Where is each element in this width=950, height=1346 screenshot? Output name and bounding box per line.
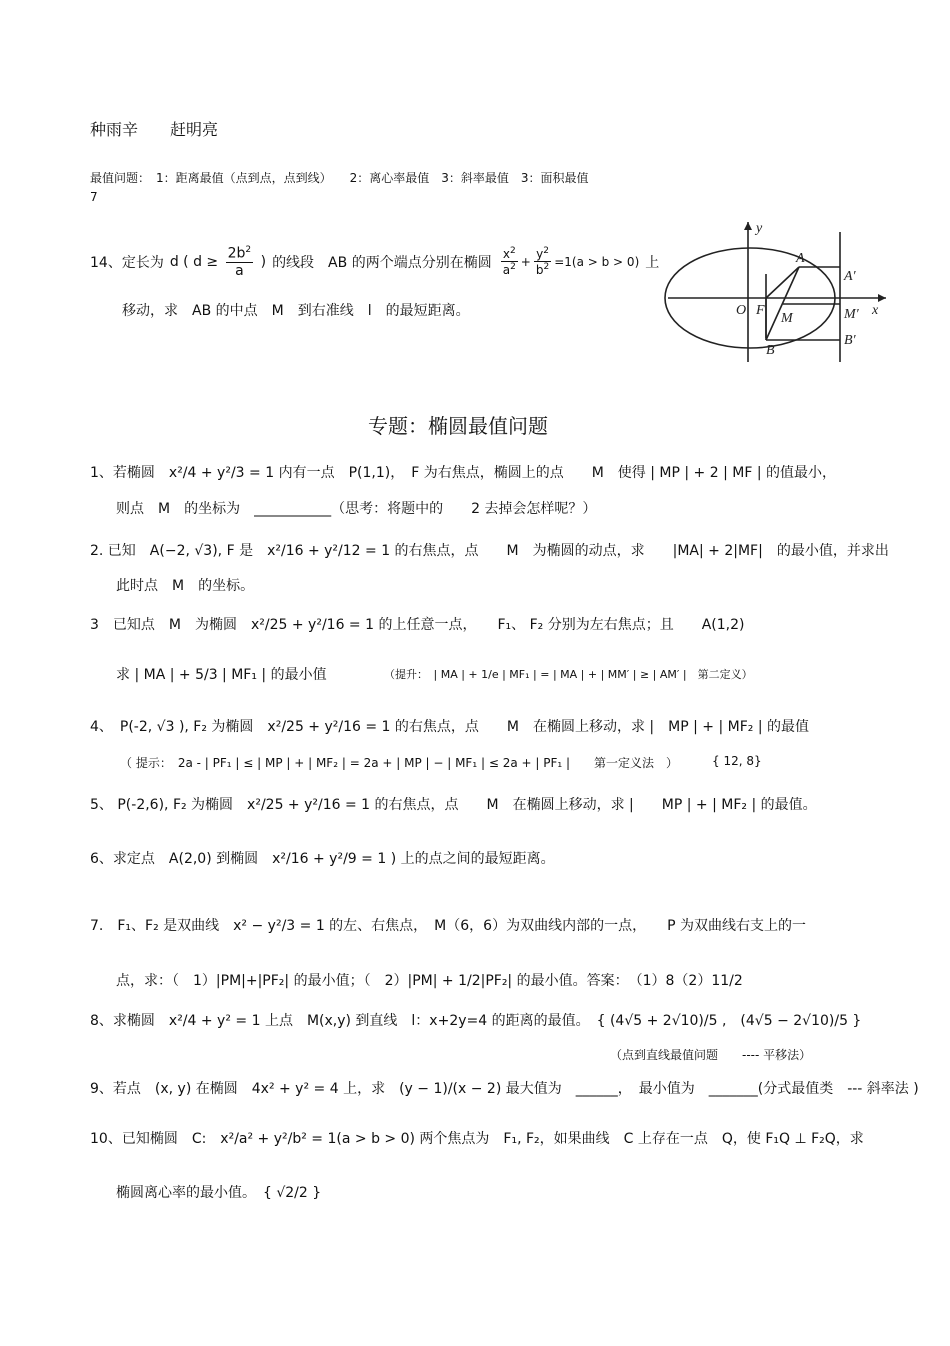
problem-8-line1: 8、求椭圆 x²/4 + y² = 1 上点 M(x,y) 到直线 l：x+2y=4 的距离的最值。 { (4√5 + 2√10)/5 , (4√5 − 2√10)/5 } bbox=[90, 1013, 862, 1029]
intro-problem-line2: 移动，求 AB 的中点 M 到右准线 l 的最短距离。 bbox=[122, 303, 470, 319]
problem-2-line2: 此时点 M 的坐标。 bbox=[116, 578, 255, 594]
figure-label-x: x bbox=[872, 303, 879, 318]
figure-label-a: A bbox=[796, 251, 805, 266]
intro-line1-pre: 14、定长为 bbox=[90, 254, 164, 271]
figure-label-m: M bbox=[781, 311, 793, 326]
problem-3-line2: 求 | MA | + 5/3 | MF₁ | 的最小值 bbox=[116, 667, 327, 683]
authors: 种雨辛 赶明亮 bbox=[90, 120, 219, 139]
topics-line: 最值问题： 1：距离最值（点到点，点到线） 2：离心率最值 3：斜率最值 3：面积最值 bbox=[90, 171, 589, 185]
problem-9: 9、若点 (x, y) 在椭圆 4x² + y² = 4 上，求 (y − 1)/(x − 2) 最大值为 ______， 最小值为 _______(分式最值类 --- 斜率法 ) bbox=[90, 1081, 919, 1097]
figure-label-f: F bbox=[756, 303, 765, 318]
problem-3-line1: 3 已知点 M 为椭圆 x²/25 + y²/16 = 1 的上任意一点， F₁、 F₂ 分别为左右焦点；且 A(1,2) bbox=[90, 617, 745, 633]
figure-label-b-prime: B′ bbox=[844, 333, 856, 348]
problem-1-line2: 则点 M 的坐标为 ___________（思考：将题中的 2 去掉会怎样呢？） bbox=[116, 501, 597, 517]
ellipse-figure bbox=[664, 212, 896, 370]
figure-label-a-prime: A′ bbox=[844, 269, 856, 284]
figure-label-o: O bbox=[736, 303, 747, 318]
intro-problem-line1 bbox=[90, 245, 659, 279]
line-fa bbox=[766, 267, 799, 298]
problem-10-line1: 10、已知椭圆 C: x²/a² + y²/b² = 1(a > b > 0) 两个焦点为 F₁, F₂，如果曲线 C 上存在一点 Q，使 F₁Q ⊥ F₂Q，求 bbox=[90, 1131, 864, 1147]
problem-2-line1: 2. 已知 A(−2, √3), F 是 x²/16 + y²/12 = 1 的右焦点，点 M 为椭圆的动点，求 |MA| + 2|MF| 的最小值，并求出 bbox=[90, 543, 889, 559]
figure-label-b: B bbox=[766, 343, 775, 358]
y-arrow-icon bbox=[744, 222, 752, 230]
problem-4-hint: （ 提示： 2a - | PF₁ | ≤ | MP | + | MF₂ | = 2a + | MP | − | MF₁ | ≤ 2a + | PF₁ | 第一定义法 ） bbox=[120, 756, 679, 770]
figure-label-m-prime: M′ bbox=[844, 307, 859, 322]
problem-1-line1: 1、若椭圆 x²/4 + y²/3 = 1 内有一点 P(1,1)， F 为右焦点，椭圆上的点 M 使得 | MP | + 2 | MF | 的值最小， bbox=[90, 465, 836, 481]
intro-line1-mid: 的线段 AB 的两个端点分别在椭圆 bbox=[272, 254, 492, 271]
length-condition: d ( d ≥ $\frac{2b^2}{a}$ ) bbox=[169, 245, 267, 279]
problem-3-hint: （提升： | MA | + 1/e | MF₁ | = | MA | + | MM′ | ≥ | AM′ | 第二定义） bbox=[384, 668, 753, 681]
problem-6: 6、求定点 A(2,0) 到椭圆 x²/16 + y²/9 = 1 ) 上的点之间的最短距离。 bbox=[90, 851, 555, 867]
problem-10-line2: 椭圆离心率的最小值。 { √2/2 } bbox=[116, 1185, 322, 1201]
intro-line1-post: 上 bbox=[645, 254, 660, 271]
figure-label-y: y bbox=[756, 221, 763, 236]
problem-8-method: （点到直线最值问题 ---- 平移法） bbox=[610, 1048, 812, 1062]
section-title: 专题：椭圆最值问题 bbox=[368, 414, 548, 438]
problem-7-line2: 点，求：（ 1）|PM|+|PF₂| 的最小值；（ 2）|PM| + 1/2|PF₂| 的最小值。答案： （1）8（2）11/2 bbox=[116, 973, 743, 989]
problem-4-line1: 4、 P(-2, √3 ), F₂ 为椭圆 x²/25 + y²/16 = 1 的右焦点，点 M 在椭圆上移动，求 | MP | + | MF₂ | 的最值 bbox=[90, 719, 809, 735]
problem-5: 5、 P(-2,6), F₂ 为椭圆 x²/25 + y²/16 = 1 的右焦点，点 M 在椭圆上移动，求 | MP | + | MF₂ | 的最值。 bbox=[90, 797, 817, 813]
problem-4-answer: { 12, 8} bbox=[712, 754, 762, 768]
x-arrow-icon bbox=[878, 294, 886, 302]
page-number: 7 bbox=[90, 190, 98, 204]
ellipse-equation: $\frac{x^2}{a^2}$ + $\frac{y^2}{b^2}$ =1(a > b > 0) bbox=[502, 245, 640, 278]
problem-7-line1: 7. F₁、F₂ 是双曲线 x² − y²/3 = 1 的左、右焦点， M（6，6）为双曲线内部的一点， P 为双曲线右支上的一 bbox=[90, 918, 806, 934]
